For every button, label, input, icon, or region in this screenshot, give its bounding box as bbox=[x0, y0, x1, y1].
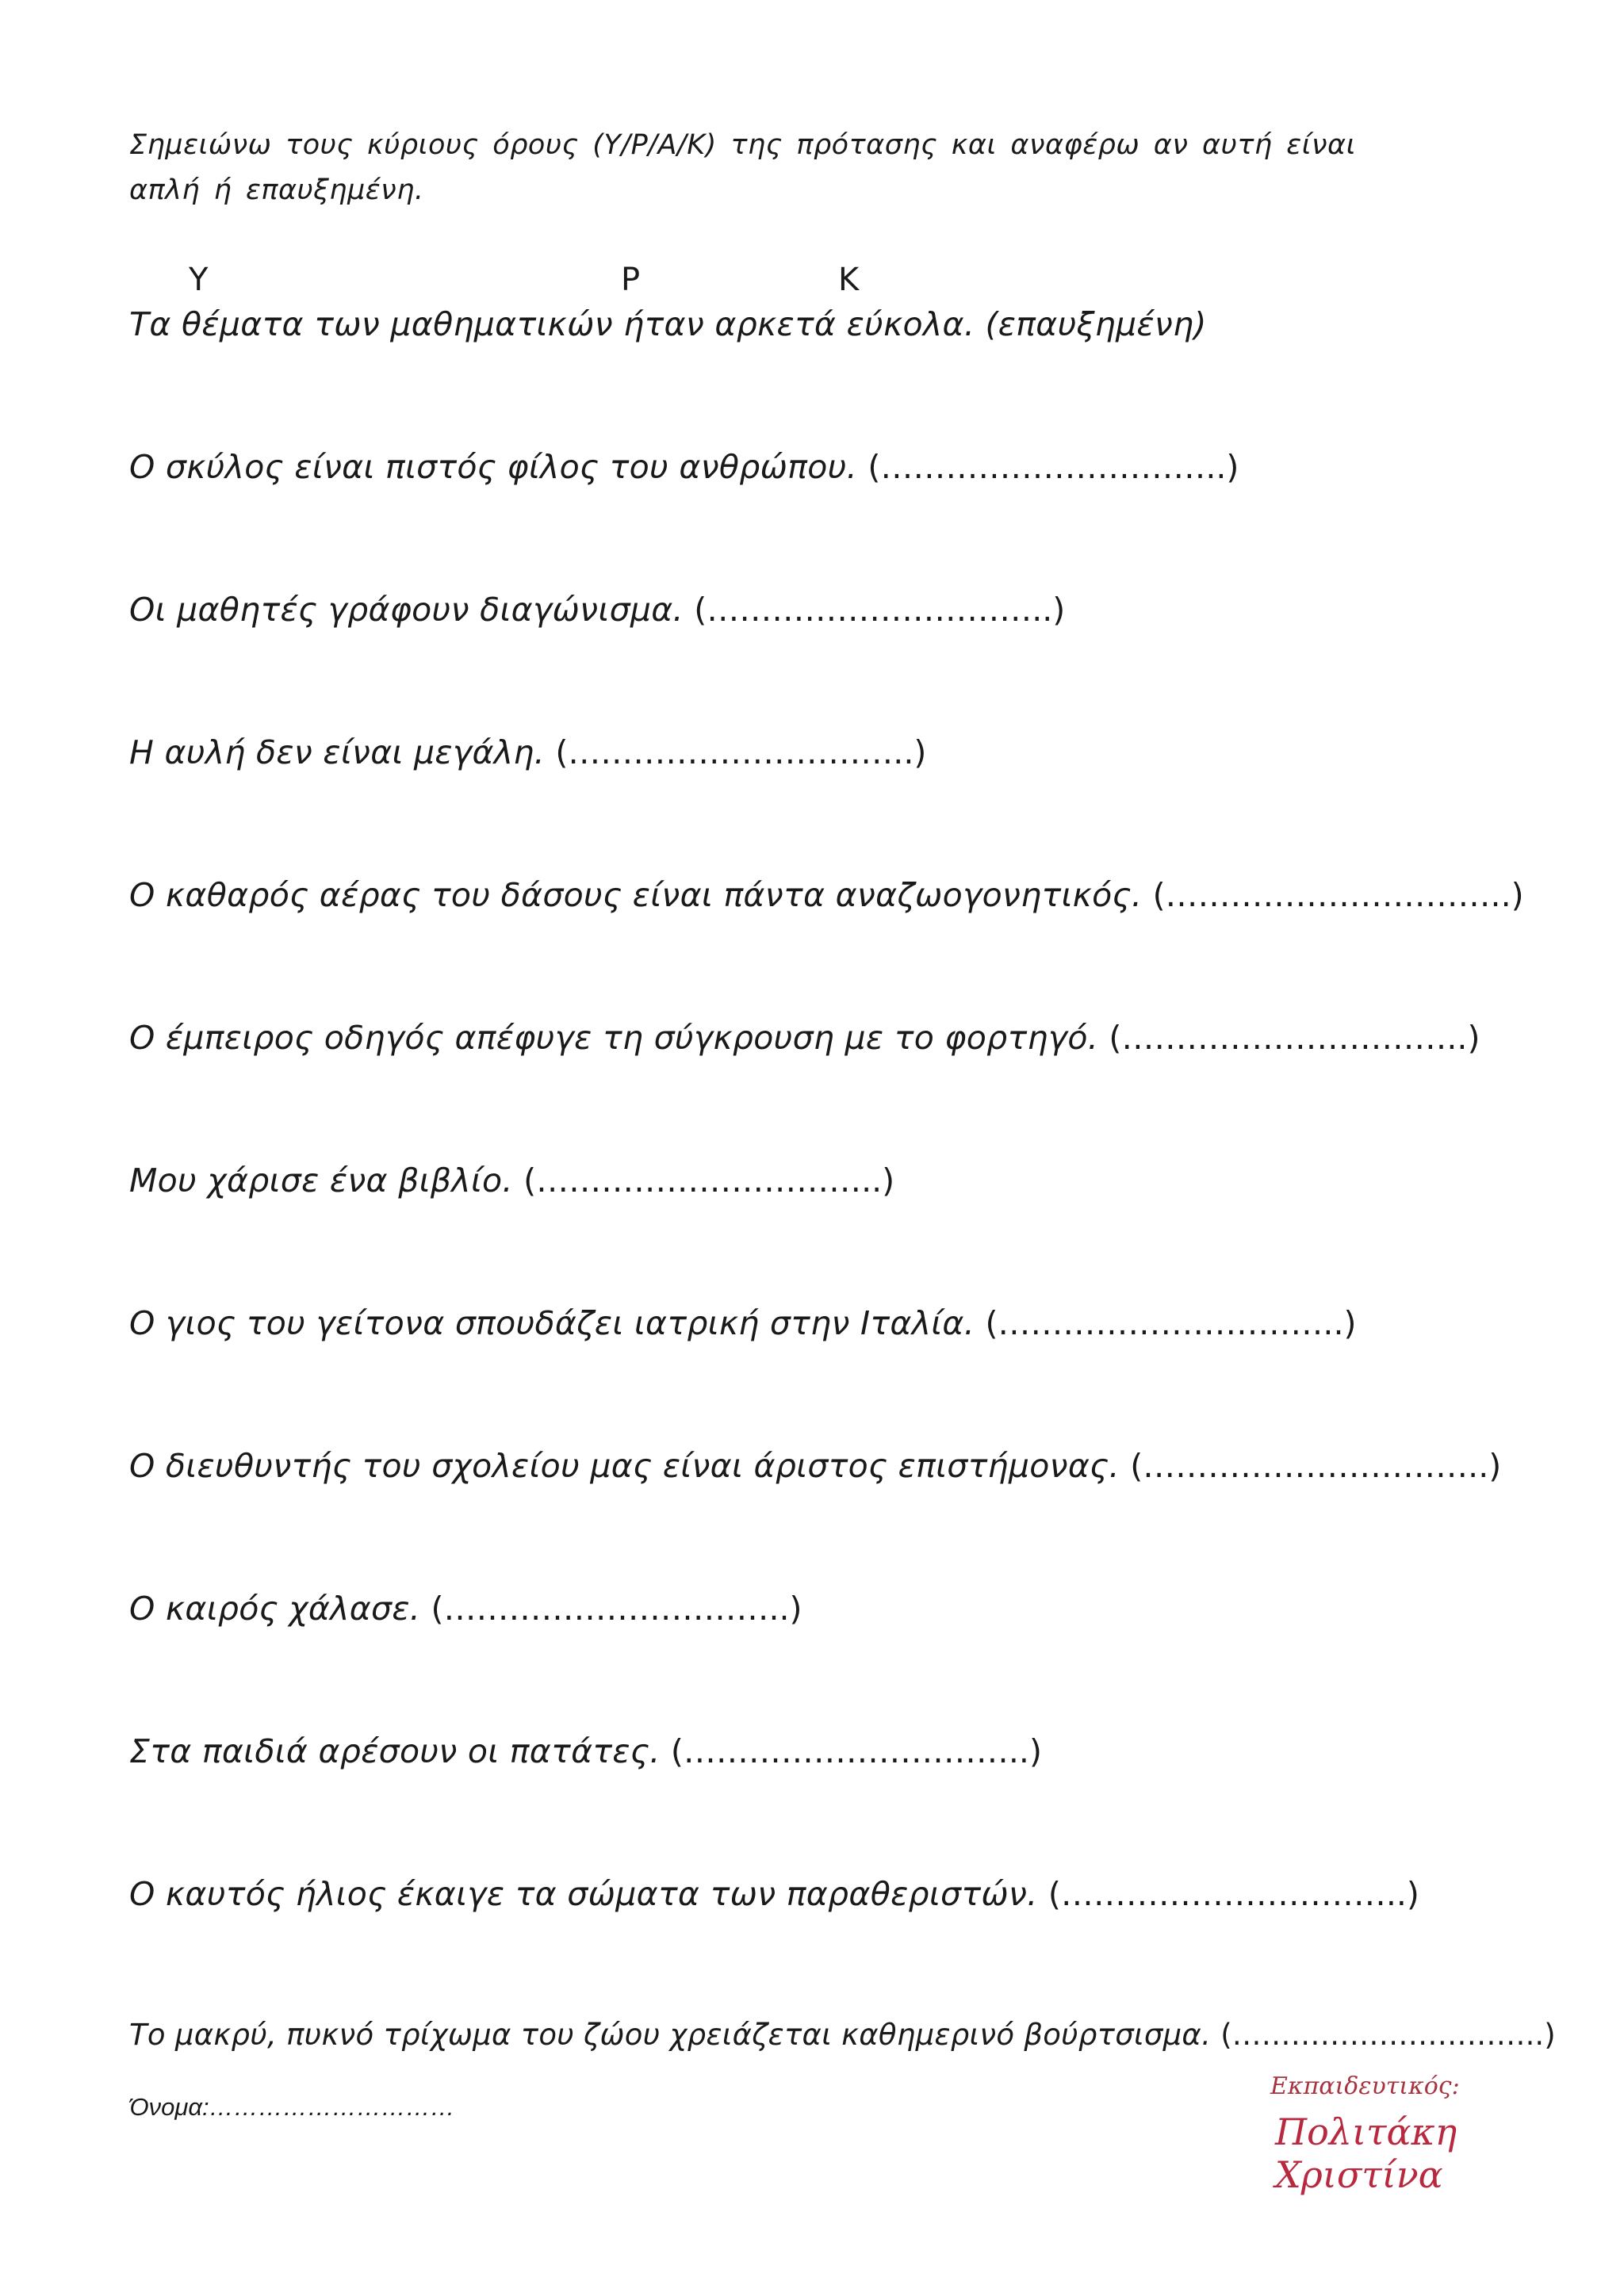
sentence-text: Τα θέματα των μαθηματικών ήταν αρκετά εύκολα. bbox=[129, 305, 975, 343]
sentence-row bbox=[129, 1019, 1480, 1057]
answer-blank[interactable]: (…………………………..) bbox=[670, 1732, 1042, 1770]
teacher-signature bbox=[1269, 2069, 1570, 2196]
sentence-row bbox=[129, 1304, 1357, 1342]
name-field[interactable]: Όνομα:………………………… bbox=[129, 2093, 455, 2121]
sentence-row bbox=[129, 305, 1207, 343]
answer-blank[interactable]: (…………………………..) bbox=[985, 1304, 1357, 1342]
sentence-row bbox=[129, 1161, 894, 1200]
sentence-text: Ο διευθυντής του σχολείου μας είναι άριστος επιστήμονας. bbox=[129, 1447, 1120, 1485]
sentence-row bbox=[129, 1447, 1501, 1485]
sentence-row bbox=[129, 1590, 802, 1628]
answer-blank[interactable]: (…………………………..) bbox=[1130, 1447, 1502, 1485]
instructions-text: Σημειώνω τους κύριους όρους (Υ/Ρ/Α/Κ) της πρότασης και αναφέρω αν αυτή είναι απλή ή επαυξημένη. bbox=[129, 129, 1356, 206]
sentence-text: Ο καυτός ήλιος έκαιγε τα σώματα των παραθεριστών. bbox=[129, 1875, 1038, 1913]
answer-blank[interactable]: (…………………………..) bbox=[1048, 1875, 1419, 1913]
sentence-text: Οι μαθητές γράφουν διαγώνισμα. bbox=[129, 591, 684, 629]
sentence-text: Το μακρύ, πυκνό τρίχωμα του ζώου χρειάζεται καθημερινό βούρτσισμα. bbox=[129, 2018, 1212, 2052]
label-subject: Υ bbox=[189, 262, 209, 298]
answer-blank[interactable]: (…………………………..) bbox=[1109, 1019, 1480, 1057]
answer-blank[interactable]: (…………………………..) bbox=[1220, 2018, 1556, 2052]
sentence-text: Στα παιδιά αρέσουν οι πατάτες. bbox=[129, 1732, 661, 1770]
sentence-text: Ο καιρός χάλασε. bbox=[129, 1590, 421, 1628]
sentence-answer: (επαυξημένη) bbox=[985, 305, 1207, 343]
label-verb: Ρ bbox=[621, 262, 641, 298]
sentence-text: Ο γιος του γείτονα σπουδάζει ιατρική στην Ιταλία. bbox=[129, 1304, 975, 1342]
sentence-row bbox=[129, 591, 1065, 629]
answer-blank[interactable]: (…………………………..) bbox=[431, 1590, 802, 1628]
sentence-row bbox=[129, 733, 926, 771]
example-labels bbox=[0, 262, 1624, 301]
answer-blank[interactable]: (…………………………..) bbox=[555, 733, 927, 771]
sentence-row bbox=[129, 1875, 1419, 1913]
sentence-row bbox=[129, 1732, 1042, 1770]
answer-blank[interactable]: (…………………………..) bbox=[868, 448, 1239, 486]
sentence-text: Ο καθαρός αέρας του δάσους είναι πάντα αναζωογονητικός. bbox=[129, 876, 1143, 914]
answer-blank[interactable]: (…………………………..) bbox=[1152, 876, 1524, 914]
sentence-text: Μου χάρισε ένα βιβλίο. bbox=[129, 1161, 513, 1200]
sentence-row bbox=[129, 2018, 1556, 2052]
sentence-row bbox=[129, 448, 1239, 486]
sentence-text: Ο έμπειρος οδηγός απέφυγε τη σύγκρουση με το φορτηγό. bbox=[129, 1019, 1099, 1057]
sentence-text: Η αυλή δεν είναι μεγάλη. bbox=[129, 733, 545, 771]
answer-blank[interactable]: (…………………………..) bbox=[694, 591, 1066, 629]
sentence-text: Ο σκύλος είναι πιστός φίλος του ανθρώπου. bbox=[129, 448, 857, 486]
answer-blank[interactable]: (…………………………..) bbox=[523, 1161, 895, 1200]
signature-title: Εκπαιδευτικός: bbox=[1270, 2072, 1460, 2100]
label-complement: Κ bbox=[838, 262, 860, 298]
sentence-row bbox=[129, 876, 1524, 914]
signature-name: Πολιτάκη Χριστίνα bbox=[1275, 2110, 1457, 2196]
